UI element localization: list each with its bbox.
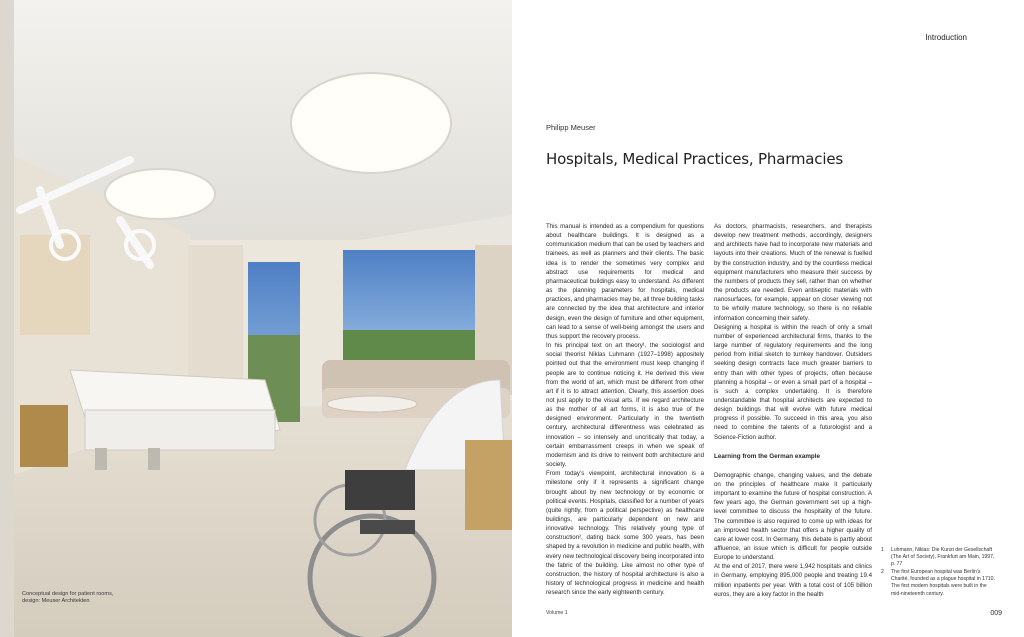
text-page (512, 0, 1024, 637)
paragraph: From today’s viewpoint, architectural innovation is a milestone only if it represents a significant change brought about by new technology or by economic or political events. Hospitals, classified for a number of years (quite rightly, from a political perspective) as healthcare buildings, are particularly dependent on new and innovative technology. This relatively young type of construction², dating back some 300 years, has been shaped by a revolution in medicine and public health, with every new technological discovery being incorporated into the fabric of the building. Like almost no other type of construction, the history of hospital architecture is also a history of technological progress in medicine and health research since the early eighteenth century. (546, 470, 704, 597)
footnote (881, 547, 996, 568)
page-title: Hospitals, Medical Practices, Pharmacies (546, 150, 843, 168)
paragraph: This manual is intended as a compendium for questions about healthcare buildings. It is designed as a communication medium that can be used by teachers and trainees, as well as planners and their clients. The basic idea is to render the sometimes very complex and abstract use requirements for medical and pharmaceutical buildings easy to understand. As different as the planning parameters for hospitals, medical practices, and pharmacies may be, all three building tasks are connected by the idea that architecture and interior design, even the design of furniture and other equipment, can lead to a sense of well-being amongst the users and thus support the recovery process. (546, 223, 704, 340)
footnote (881, 569, 996, 597)
footnotes (881, 547, 996, 599)
text-column-1 (546, 222, 704, 597)
paragraph: As doctors, pharmacists, researchers, and therapists develop new treatment methods, accordingly, designers and architects have had to incorporate new materials and layouts into their creations. Much of the renewal is fuelled by the construction industry, and by the countless medical equipment manufacturers who measure their success by the numbers of products they sell, rather than on whether the products are needed. Even antiseptic materials with nanosurfaces, for example, appear on closer viewing not to be wholly mature technology, so there is no reliable information concerning their safety. (714, 223, 872, 322)
paragraph: In his principal text on art theory¹, the sociologist and social theorist Niklas Luhmann (1927–1998) appositely pointed out that the environment must keep changing if people are to continue noticing it. He derived this view from the world of art, which must be different from other art if it is to attract attention. Clearly, this assertion does not just apply to the visual arts. If we regard architecture as the mother of all art forms, it is also true of the designed environment. Particularly in the twentieth century, architectural differentness was celebrated as innovation – so intensely and uncritically that today, a certain embarrassment creeps in when we speak of modernism and its drive to reinvent both architecture and society. (546, 342, 704, 469)
text-column-2 (714, 222, 872, 599)
volume-label: Volume 1 (546, 610, 568, 616)
paragraph: At the end of 2017, there were 1,942 hospitals and clinics in Germany, employing 895,000 people and treating 19.4 million inpatients per year. With a total cost of 105 billion euros, they are a key factor in the health (714, 563, 872, 598)
footnote-text: The first European hospital was Berlin’s Charité, founded as a plague hospital in 1710. The first modern hospitals were built in the mid-nineteenth century. (891, 569, 995, 597)
paragraph: Designing a hospital is within the reach of only a small number of experienced architectural firms, thanks to the large number of regulatory requirements and the long period from initial sketch to turnkey handover. Outsiders seeking design contracts face much greater barriers to entry than with other types of projects, often because planning a hospital – or even a small part of a hospital – is such a complex undertaking. It is therefore understandable that hospital architects are expected to design buildings that will evolve with future medical progress if possible. To succeed in this area, you also need to combine the talents of a futurologist and a Science-Fiction author. (714, 323, 872, 441)
caption-line: design: Meuser Architekten (22, 598, 90, 604)
photo-caption (22, 591, 172, 605)
subheading: Learning from the German example (714, 452, 821, 460)
paragraph: Demographic change, changing values, and the debate on the principles of healthcare make it particularly important to examine the future of hospital construction. A few years ago, the German government set up a high-level committee to discuss the hospitality of the future. The committee is also required to come up with ideas for an improved health sector that offers a higher quality of care at lower cost. In Germany, this debate is partly about affluence, an issue which is difficult for people outside Europe to understand. (714, 471, 872, 562)
footnote-number: 1 (881, 547, 884, 553)
footnote-number: 2 (881, 569, 884, 576)
page-number: 009 (990, 610, 1002, 617)
caption-line: Conceptual design for patient rooms, (22, 591, 114, 597)
author-name: Philipp Meuser (546, 123, 596, 132)
section-label: Introduction (925, 33, 967, 42)
footnote-text: Luhmann, Niklas: Die Kunst der Gesellschaft (The Art of Society), Frankfurt am Main, 1997, p. 77 (891, 547, 995, 568)
